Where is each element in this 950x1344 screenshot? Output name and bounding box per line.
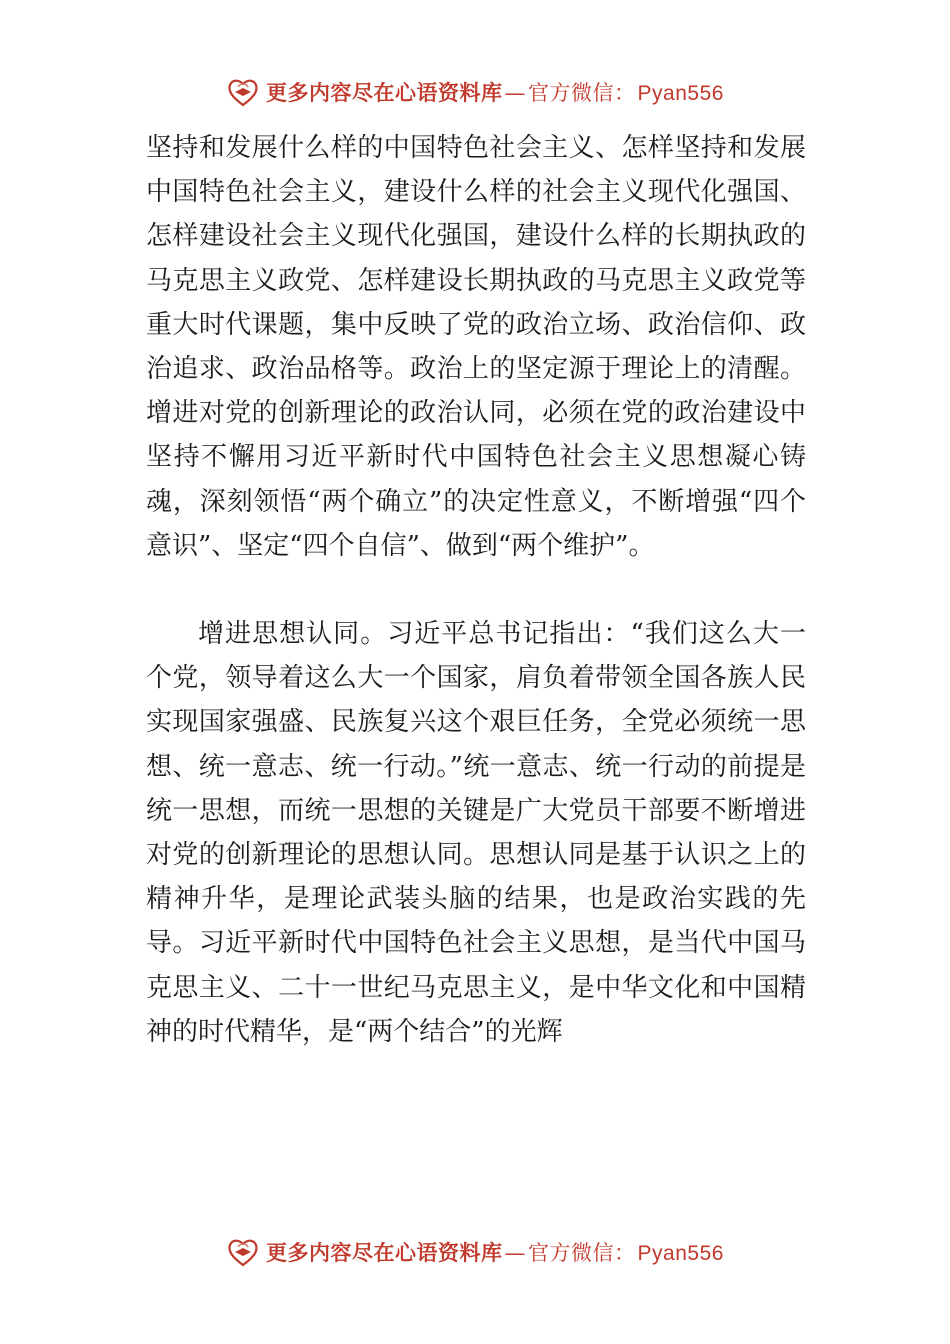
watermark-dash: — — [504, 81, 527, 105]
watermark-label: 官方微信： — [528, 81, 636, 105]
watermark-label: 官方微信： — [528, 1241, 636, 1265]
header-watermark — [0, 72, 950, 112]
watermark-dash: — — [504, 1241, 527, 1265]
footer-watermark — [0, 1232, 950, 1272]
paragraph-1: 坚持和发展什么样的中国特色社会主义、怎样坚持和发展中国特色社会主义，建设什么样的社会主义现代化强国、怎样建设社会主义现代化强国，建设什么样的长期执政的马克思主义政党、怎样建设长期执政的马克思主义政党等重大时代课题，集中反映了党的政治立场、政治信仰、政治追求、政治品格等。政治上的坚定源于理论上的清醒。增进对党的创新理论的政治认同，必须在党的政治建设中坚持不懈用习近平新时代中国特色社会主义思想凝心铸魂，深刻领悟“两个确立”的决定性意义，不断增强“四个意识”、坚定“四个自信”、做到“两个维护”。 — [146, 133, 806, 561]
document-body — [146, 126, 806, 1054]
paragraph-2: 增进思想认同。习近平总书记指出：“我们这么大一个党，领导着这么大一个国家，肩负着带领全国各族人民实现国家强盛、民族复兴这个艰巨任务，全党必须统一思想、统一意志、统一行动。”统一意志、统一行动的前提是统一思想，而统一思想的关键是广大党员干部要不断增进对党的创新理论的思想认同。思想认同是基于认识之上的精神升华，是理论武装头脑的结果，也是政治实践的先导。习近平新时代中国特色社会主义思想，是当代中国马克思主义、二十一世纪马克思主义，是中华文化和中国精神的时代精华，是“两个结合”的光辉 — [146, 619, 806, 1047]
watermark-wechat-id: Pyan556 — [637, 82, 724, 105]
heart-book-logo-icon — [226, 75, 260, 109]
watermark-main-text: 更多内容尽在心语资料库 — [266, 80, 503, 105]
watermark-wechat-id: Pyan556 — [637, 1242, 724, 1265]
watermark-main-text: 更多内容尽在心语资料库 — [266, 1240, 503, 1265]
heart-book-logo-icon — [226, 1235, 260, 1269]
